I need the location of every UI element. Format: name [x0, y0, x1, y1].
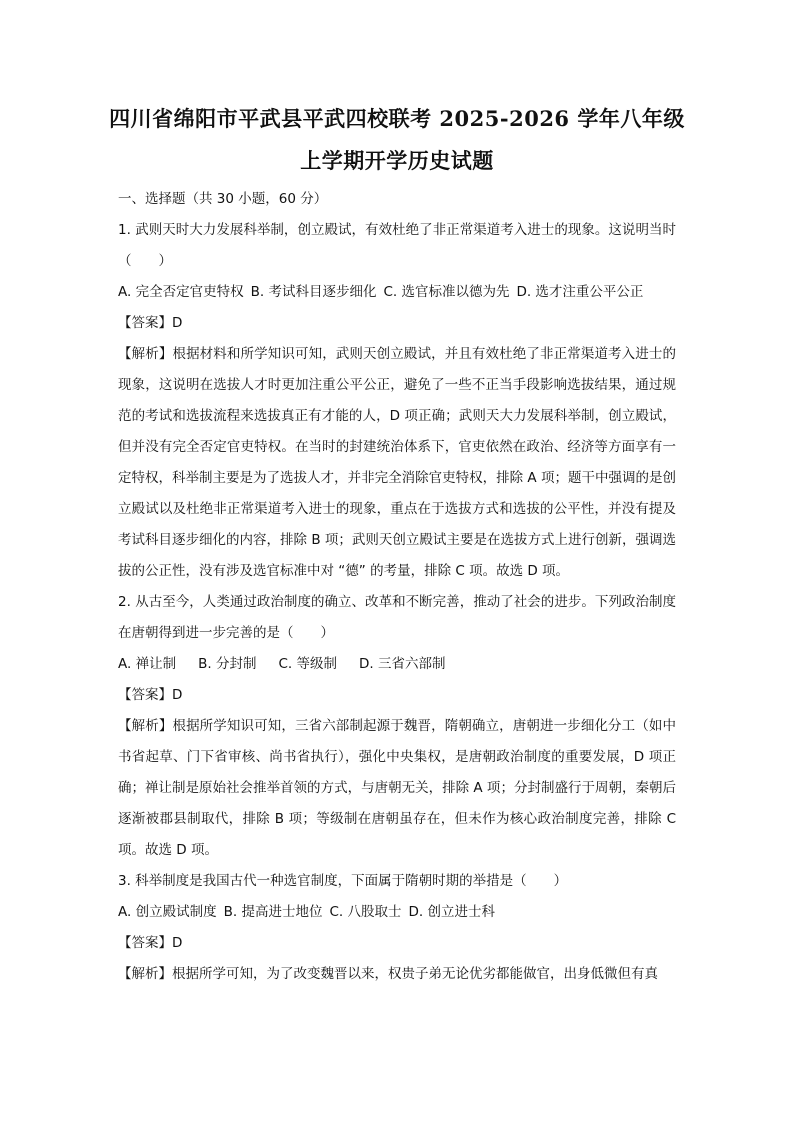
question-2-option-b: B. 分封制 [198, 656, 257, 672]
answer-label: 【答案】 [118, 687, 172, 703]
question-2-option-d: D. 三省六部制 [358, 656, 446, 672]
question-3-answer [118, 928, 676, 959]
analysis-label: 【解析】 [118, 346, 173, 362]
question-3-analysis [118, 959, 676, 990]
analysis-text: 根据材料和所学知识可知，武则天创立殿试，并且有效杜绝了非正常渠道考入进士的现象，这说明在选拔人才时更加注重公平公正，避免了一些不正当手段影响选拔结果，通过规范的考试和选拔流程来选拔真正有才能的人，D 项正确；武则天大力发展科举制，创立殿试，但并没有完全否定官吏特权。在当时的封建统治体系下，官吏依然在政治、经济等方面享有一定特权，科举制主要是为了选拔人才，并非完全消除官吏特权，排除 A 项；题干中强调的是创立殿试以及杜绝非正常渠道考入进士的现象，重点在于选拔方式和选拔的公平性，并没有提及考试科目逐步细化的内容，排除 B 项；武则天创立殿试主要是在选拔方式上进行创新，强调选拔的公正性，没有涉及选官标准中对 “德” 的考量，排除 C 项。故选 D 项。 [118, 346, 677, 579]
question-2-option-a: A. 禅让制 [118, 656, 177, 672]
question-2-option-c: C. 等级制 [278, 656, 337, 672]
question-3-option-d: D. 创立进士科 [408, 904, 495, 920]
answer-value: D [172, 315, 183, 331]
question-1-option-b: B. 考试科目逐步细化 [250, 284, 377, 300]
question-3-option-c: C. 八股取士 [329, 904, 402, 920]
answer-label: 【答案】 [118, 935, 172, 951]
question-1-stem: 1. 武则天时大力发展科举制，创立殿试，有效杜绝了非正常渠道考入进士的现象。这说明当时（ ） [118, 222, 676, 269]
question-1-option-c: C. 选官标准以德为先 [383, 284, 510, 300]
analysis-label: 【解析】 [118, 718, 173, 734]
question-1-answer [118, 308, 676, 339]
question-2-stem: 2. 从古至今，人类通过政治制度的确立、改革和不断完善，推动了社会的进步。下列政治制度在唐朝得到进一步完善的是（ ） [118, 594, 676, 641]
answer-value: D [172, 687, 183, 703]
question-1-options [118, 277, 676, 308]
question-3-options [118, 897, 676, 928]
question-3-option-a: A. 创立殿试制度 [118, 904, 217, 920]
analysis-text: 根据所学可知，为了改变魏晋以来，权贵子弟无论优劣都能做官，出身低微但有真 [172, 966, 658, 982]
question-2-analysis [118, 711, 676, 866]
question-3-stem: 3. 科举制度是我国古代一种选官制度，下面属于隋朝时期的举措是（ ） [118, 873, 568, 889]
answer-label: 【答案】 [118, 315, 172, 331]
exam-content [118, 184, 676, 990]
question-2-answer [118, 680, 676, 711]
analysis-label: 【解析】 [118, 966, 172, 982]
answer-value: D [172, 935, 183, 951]
question-1-option-a: A. 完全否定官吏特权 [118, 284, 244, 300]
question-2-options [118, 649, 676, 680]
question-3-option-b: B. 提高进士地位 [223, 904, 323, 920]
question-1-option-d: D. 选才注重公平公正 [516, 284, 644, 300]
section-heading: 一、选择题（共 30 小题，60 分） [118, 191, 328, 207]
exam-title-line-1: 四川省绵阳市平武县平武四校联考 2025-2026 学年八年级 [109, 106, 685, 131]
question-1-analysis [118, 339, 676, 587]
exam-title-line-2: 上学期开学历史试题 [300, 148, 494, 173]
analysis-text: 根据所学知识可知，三省六部制起源于魏晋，隋朝确立，唐朝进一步细化分工（如中书省起草、门下省审核、尚书省执行），强化中央集权，是唐朝政治制度的重要发展，D 项正确；禅让制是原始社会推举首领的方式，与唐朝无关，排除 A 项；分封制盛行于周朝，秦朝后逐渐被郡县制取代，排除 B 项；等级制在唐朝虽存在，但未作为核心政治制度完善，排除 C 项。故选 D 项。 [118, 718, 677, 858]
